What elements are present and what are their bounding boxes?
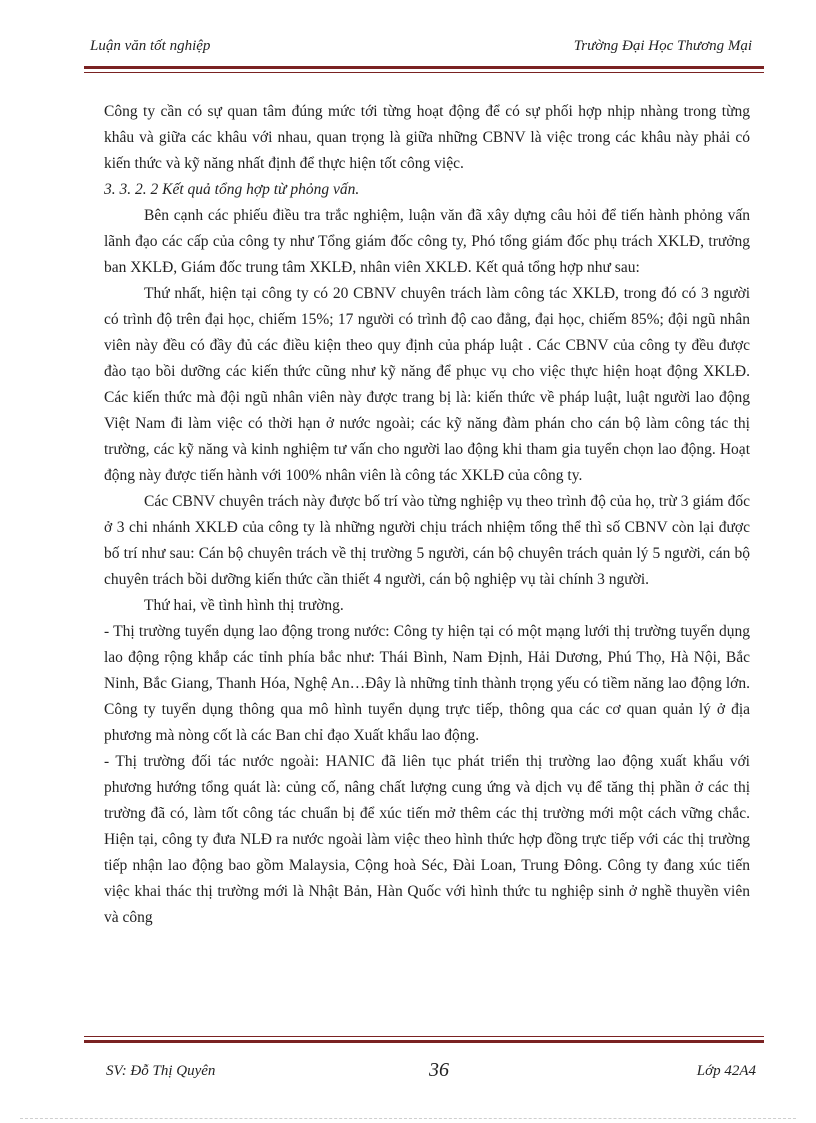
page-header (84, 38, 752, 60)
footer-rule-thick (84, 1040, 764, 1043)
section-heading: 3. 3. 2. 2 Kết quả tổng hợp từ phỏng vấn. (104, 181, 360, 198)
footer-rule-thin (84, 1036, 764, 1037)
paragraph-6: - Thị trường tuyển dụng lao động trong nước: Công ty hiện tại có một mạng lưới thị trường tuyển dụng lao động rộng khắp các tỉnh phía bắc như: Thái Bình, Nam Định, Hải Dương, Phú Thọ, Hà Nội, Bắc Ninh, Bắc Giang, Thanh Hóa, Nghệ An…Đây là những tỉnh thành trọng yếu có tiềm năng lao động lớn. Công ty tuyển dụng thông qua mô hình tuyển dụng trực tiếp, thông qua các cơ quan quản lý ở địa phương mà nòng cốt là các Ban chỉ đạo Xuất khẩu lao động. (104, 623, 750, 744)
paragraph-7: - Thị trường đối tác nước ngoài: HANIC đã liên tục phát triển thị trường lao động xuất khẩu với phương hướng tổng quát là: củng cố, nâng chất lượng cung ứng và dịch vụ để tăng thị phần ở các thị trường đã có, làm tốt công tác chuẩn bị để xúc tiến mở thêm các thị trường mới một cách vững chắc. Hiện tại, công ty đưa NLĐ ra nước ngoài làm việc theo hình thức hợp đồng trực tiếp với các thị trường tiếp nhận lao động bao gồm Malaysia, Cộng hoà Séc, Đài Loan, Trung Đông. Công ty đang xúc tiến việc khai thác thị trường mới là Nhật Bản, Hàn Quốc với hình thức tu nghiệp sinh ở nghề thuyền viên và công (104, 753, 750, 926)
paragraph-5: Thứ hai, về tình hình thị trường. (144, 597, 344, 614)
header-rule-thick (84, 66, 764, 69)
page-number: 36 (429, 1059, 449, 1081)
header-university-label: Trường Đại Học Thương Mại (573, 38, 752, 54)
page-body (104, 99, 750, 931)
header-rule-thin (84, 72, 764, 73)
page-footer (84, 1059, 764, 1085)
paragraph-3: Thứ nhất, hiện tại công ty có 20 CBNV chuyên trách làm công tác XKLĐ, trong đó có 3 người có trình độ trên đại học, chiếm 15%; 17 người có trình độ cao đẳng, đại học, chiếm 85%; đội ngũ nhân viên này đều có đầy đủ các điều kiện theo quy định của pháp luật . Các CBNV của công ty đều được đào tạo bồi dưỡng các kiến thức cũng như kỹ năng để phục vụ cho việc thực hiện hoạt động XKLĐ. Các kiến thức mà đội ngũ nhân viên này được trang bị là: kiến thức về pháp luật, luật người lao động Việt Nam đi làm việc có thời hạn ở nước ngoài; các kỹ năng đàm phán cho cán bộ làm công tác thị trường, các kỹ năng và kinh nghiệm tư vấn cho người lao động khi tham gia tuyển chọn lao động. Hoạt động này được tiến hành với 100% nhân viên là công tác XKLĐ của công ty. (104, 285, 750, 484)
paragraph-1: Công ty cần có sự quan tâm đúng mức tới từng hoạt động để có sự phối hợp nhịp nhàng trong từng khâu và giữa các khâu với nhau, quan trọng là giữa những CBNV là việc trong các khâu này phải có kiến thức và kỹ năng nhất định để thực hiện tốt công việc. (104, 103, 750, 172)
footer-student-label: SV: Đỗ Thị Quyên (106, 1063, 216, 1079)
footer-class-label: Lớp 42A4 (696, 1063, 756, 1079)
page-edge-divider (20, 1118, 796, 1119)
paragraph-4: Các CBNV chuyên trách này được bố trí vào từng nghiệp vụ theo trình độ của họ, trừ 3 giám đốc ở 3 chi nhánh XKLĐ của công ty là những người chịu trách nhiệm tổng thể thì số CBNV còn lại được bố trí như sau: Cán bộ chuyên trách về thị trường 5 người, cán bộ chuyên trách quản lý 5 người, cán bộ chuyên trách bồi dưỡng kiến thức cần thiết 4 người, cán bộ nghiệp vụ tài chính 3 người. (104, 493, 750, 588)
header-thesis-label: Luận văn tốt nghiệp (90, 38, 211, 54)
paragraph-2: Bên cạnh các phiếu điều tra trắc nghiệm, luận văn đã xây dựng câu hỏi để tiến hành phỏng vấn lãnh đạo các cấp của công ty như Tổng giám đốc công ty, Phó tổng giám đốc phụ trách XKLĐ, trưởng ban XKLĐ, Giám đốc trung tâm XKLĐ, nhân viên XKLĐ. Kết quả tổng hợp như sau: (104, 207, 750, 276)
